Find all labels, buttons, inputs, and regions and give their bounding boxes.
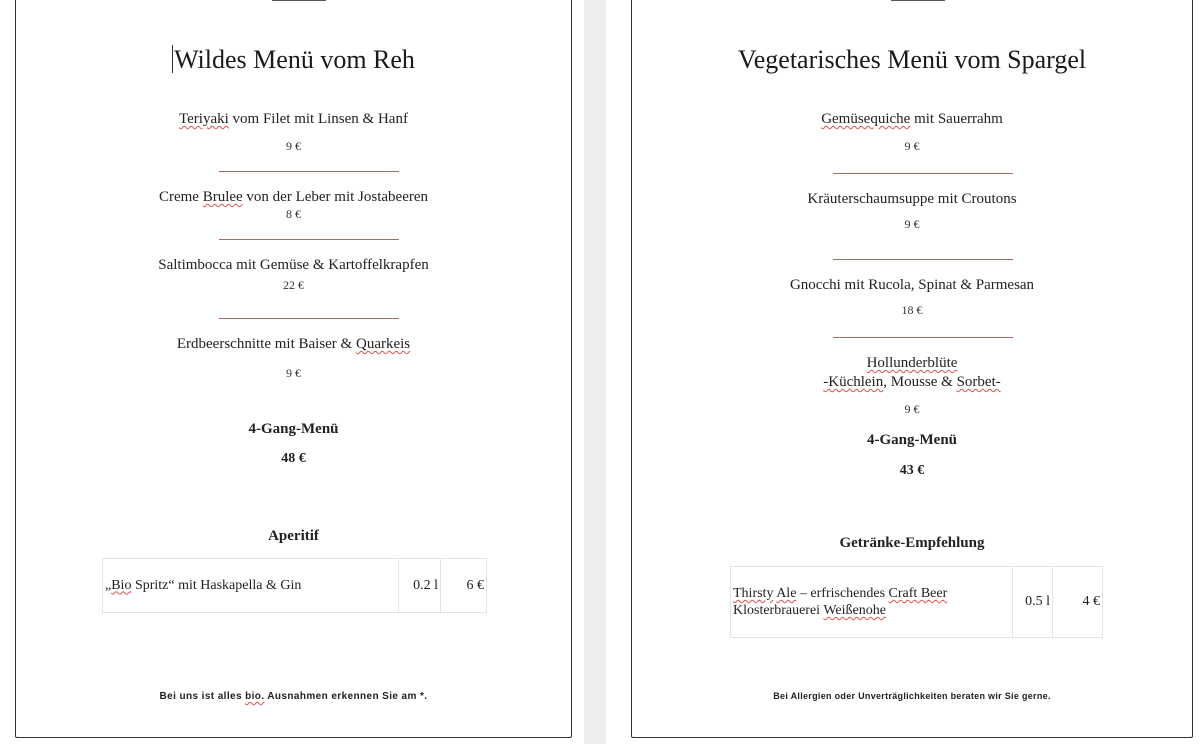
page-title[interactable] [16,45,571,75]
dish-1-price: 9 € [286,139,301,153]
drink-volume[interactable]: 0.2 l [399,559,441,613]
page-footer [16,691,571,702]
drink-name[interactable] [103,559,399,613]
logo-text [256,0,270,1]
dish-4 [16,336,571,353]
page-title[interactable]: Vegetarisches Menü vom Spargel [737,45,1087,74]
dish-2-price: 9 € [904,217,920,231]
spellcheck-word[interactable]: Teriyaki [179,111,229,127]
drink-text: „ [105,577,112,593]
course-separator [219,318,399,319]
dish-4-line-1 [632,355,1192,372]
menu-price: 43 € [899,463,925,478]
dish-3-price: 22 € [283,278,304,292]
drinks-table[interactable] [102,558,487,613]
menu-page-wild[interactable] [15,0,572,738]
menu-label: 4-Gang-Menü [867,432,957,448]
dish-text: von der Leber mit Jostabeeren [242,189,429,205]
drinks-heading: Aperitif [268,528,319,544]
dish-text: Erdbeerschnitte mit Baiser & [176,336,356,352]
page-title-text: Wildes Menü vom Reh [174,45,415,74]
logo-rule [272,0,326,1]
dish-text: vom Filet mit Linsen & Hanf [228,111,408,127]
drink-price[interactable]: 4 € [1053,567,1103,638]
drinks-heading: Getränke-Empfehlung [839,535,985,551]
course-separator [833,337,1013,338]
drinks-table[interactable] [730,566,1103,638]
drink-text: – erfrischendes [796,586,889,601]
menu-label: 4-Gang-Menü [248,421,339,437]
drink-price[interactable]: 6 € [441,559,487,613]
menu-price: 48 € [281,451,306,466]
dish-2: Kräuterschaumsuppe mit Croutons [807,191,1017,207]
spellcheck-word[interactable]: Hollunderblüte [866,355,958,371]
drink-name[interactable] [731,567,1013,638]
table-row[interactable] [731,567,1103,638]
page-footer: Bei Allergien oder Unverträglichkeiten beraten wir Sie gerne. [773,691,1051,701]
footer-text: Bei uns ist alles [159,691,246,702]
text-cursor [172,45,173,73]
spellcheck-word[interactable]: Ale [776,586,797,601]
dish-1-price: 9 € [904,139,920,153]
menu-page-vegetarian[interactable] [631,0,1193,738]
table-row[interactable] [103,559,487,613]
spellcheck-word[interactable]: Quarkeis [355,336,411,352]
spellcheck-word[interactable]: Weißenohe [823,603,886,618]
drink-text: Spritz“ mit Haskapella & Gin [131,577,302,593]
dish-2 [16,189,571,206]
spellcheck-word[interactable]: Sorbet- [956,374,1001,390]
spellcheck-word[interactable]: Brulee [202,189,243,205]
spellcheck-word[interactable]: -Küchlein [823,374,884,390]
spellcheck-word[interactable]: Thirsty [733,586,774,601]
dish-4-line-2 [632,374,1192,391]
dish-3: Saltimbocca mit Gemüse & Kartoffelkrapfen [158,257,429,273]
dish-2-price: 8 € [286,207,301,221]
drink-volume[interactable]: 0.5 l [1013,567,1053,638]
logo-rule [891,0,945,1]
dish-text: mit Sauerrahm [910,111,1003,127]
dish-3-price: 18 € [901,303,923,317]
footer-text: Ausnahmen erkennen Sie am *. [264,691,428,702]
dish-text: , Mousse & [883,374,957,390]
page-gutter [584,0,606,744]
course-separator [833,259,1013,260]
course-separator [219,239,399,240]
dish-3: Gnocchi mit Rucola, Spinat & Parmesan [789,277,1035,293]
dish-4-price: 9 € [286,366,301,380]
dish-1 [16,111,571,128]
spellcheck-word[interactable]: Gemüsequiche [821,111,911,127]
logo-text [875,0,889,1]
dish-text: Creme [158,189,203,205]
dish-4-price: 9 € [904,402,920,416]
spellcheck-word[interactable]: Bio [111,577,132,593]
drink-text: Klosterbrauerei [733,603,824,618]
spellcheck-word[interactable]: bio. [245,691,265,702]
course-separator [219,171,399,172]
course-separator [833,173,1013,174]
dish-1 [632,111,1192,128]
spellcheck-word[interactable]: Craft Beer [888,586,948,601]
